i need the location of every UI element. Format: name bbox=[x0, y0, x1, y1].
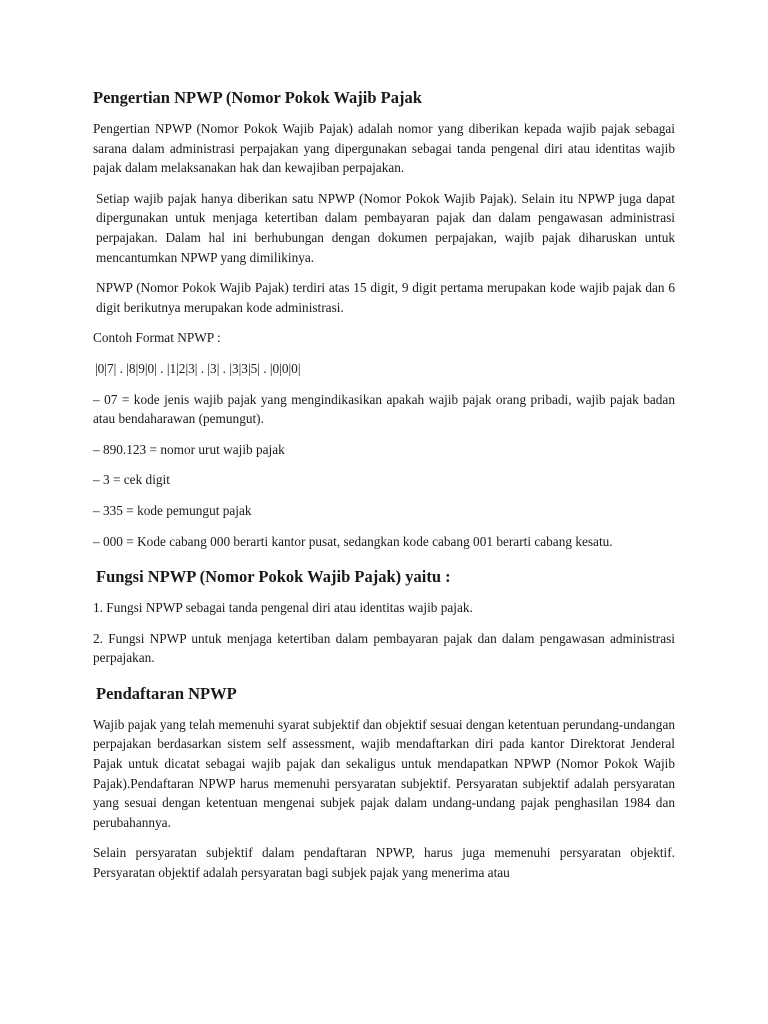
format-code: |0|7| . |8|9|0| . |1|2|3| . |3| . |3|3|5| . |0|0|0| bbox=[95, 360, 301, 376]
heading-pengertian: Pengertian NPWP (Nomor Pokok Wajib Pajak bbox=[93, 88, 422, 107]
format-label: Contoh Format NPWP : bbox=[93, 330, 221, 346]
list-item-335: – 335 = kode pemungut pajak bbox=[93, 502, 252, 518]
list-item-890123: – 890.123 = nomor urut wajib pajak bbox=[93, 441, 285, 457]
paragraph-setiap: Setiap wajib pajak hanya diberikan satu NPWP (Nomor Pokok Wajib Pajak). Selain itu NPWP juga dapat dipergunakan untuk menjaga ketertiban dalam pembayaran pajak dan dalam pengawasan administrasi perpajakan. Dalam hal ini berhubungan dengan dokumen perpajakan, wajib pajak diharuskan untuk mencantumkan NPWP yang dimilikinya. bbox=[96, 190, 675, 265]
document-page bbox=[93, 86, 675, 883]
list-item-07: – 07 = kode jenis wajib pajak yang mengindikasikan apakah wajib pajak orang pribadi, wajib pajak badan atau bendaharawan (pemungut). bbox=[93, 391, 675, 427]
paragraph-pengertian: Pengertian NPWP (Nomor Pokok Wajib Pajak) adalah nomor yang diberikan kepada wajib pajak sebagai sarana dalam administrasi perpajakan yang dipergunakan sebagai tanda pengenal diri atau identitas wajib pajak dalam melaksanakan hak dan kewajiban perpajakan. bbox=[93, 121, 675, 176]
paragraph-digit: NPWP (Nomor Pokok Wajib Pajak) terdiri atas 15 digit, 9 digit pertama merupakan kode wajib pajak dan 6 digit berikutnya merupakan kode administrasi. bbox=[96, 280, 675, 315]
heading-fungsi: Fungsi NPWP (Nomor Pokok Wajib Pajak) yaitu : bbox=[96, 567, 451, 587]
paragraph-objektif: Selain persyaratan subjektif dalam pendaftaran NPWP, harus juga memenuhi persyaratan objektif. Persyaratan objektif adalah persyaratan bagi subjek pajak yang menerima atau bbox=[93, 845, 675, 881]
paragraph-pendaftaran: Wajib pajak yang telah memenuhi syarat subjektif dan objektif sesuai dengan ketentuan perundang-undangan perpajakan berdasarkan sistem self assessment, wajib mendaftarkan diri pada kantor Direktorat Jenderal Pajak untuk dicatat sebagai wajib pajak dan sekaligus untuk mendapatkan NPWP (Nomor Pokok Wajib Pajak).Pendaftaran NPWP harus memenuhi persyaratan subjektif. Persyaratan subjektif adalah persyaratan yang sesuai dengan ketentuan mengenai subjek pajak dalam undang-undang pajak penghasilan 1984 dan perubahannya. bbox=[93, 716, 675, 830]
list-item-3: – 3 = cek digit bbox=[93, 472, 170, 488]
fungsi-item-2: 2. Fungsi NPWP untuk menjaga ketertiban dalam pembayaran pajak dan dalam pengawasan administrasi perpajakan. bbox=[93, 630, 675, 666]
heading-pendaftaran: Pendaftaran NPWP bbox=[96, 683, 237, 703]
fungsi-item-1: 1. Fungsi NPWP sebagai tanda pengenal diri atau identitas wajib pajak. bbox=[93, 600, 473, 616]
list-item-000: – 000 = Kode cabang 000 berarti kantor pusat, sedangkan kode cabang 001 berarti cabang kesatu. bbox=[93, 533, 613, 549]
